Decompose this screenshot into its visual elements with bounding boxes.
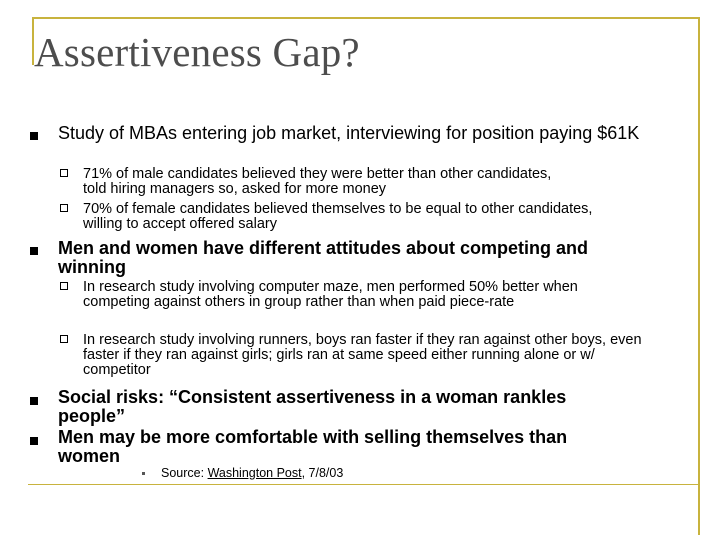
bullet-text-mba-study: Study of MBAs entering job market, interviewing for position paying $61K — [58, 123, 640, 143]
source-date: , 7/8/03 — [301, 466, 344, 480]
bullet-hollow-square-icon — [60, 204, 68, 212]
sub-bullet-text-male: 71% of male candidates believed they were better than other candidates, told hiring managers so, asked for more money — [83, 166, 552, 197]
bullet-square-icon — [30, 247, 38, 255]
bullet-hollow-square-icon — [60, 282, 68, 290]
sub-bullet-text-female: 70% of female candidates believed themselves to be equal to other candidates, willing to accept offered salary — [83, 201, 593, 232]
source-prefix: Source: — [161, 466, 208, 480]
bullet-square-icon — [30, 397, 38, 405]
bullet-hollow-square-icon — [60, 335, 68, 343]
sub-bullet-text-runners: In research study involving runners, boys ran faster if they ran against other boys, even faster if they ran against girls; girls ran at same speed either running alone or w/ competitor — [83, 332, 642, 378]
bullet-text-social-risks: Social risks: “Consistent assertiveness in a woman rankles people” — [58, 387, 567, 426]
bullet-hollow-square-icon — [60, 169, 68, 177]
slide-title: Assertiveness Gap? — [34, 29, 360, 75]
bullet-text-selling: Men may be more comfortable with selling themselves than women — [58, 427, 568, 466]
source-publication: Washington Post — [207, 466, 302, 480]
source-citation — [161, 466, 343, 480]
bullet-square-icon — [30, 132, 38, 140]
sub-bullet-text-maze: In research study involving computer maze, men performed 50% better when competing against others in group rather than when paid piece-rate — [83, 279, 578, 310]
bullet-square-icon — [30, 437, 38, 445]
bullet-text-attitudes: Men and women have different attitudes about competing and winning — [58, 238, 589, 277]
source-bullet-icon — [142, 472, 145, 475]
